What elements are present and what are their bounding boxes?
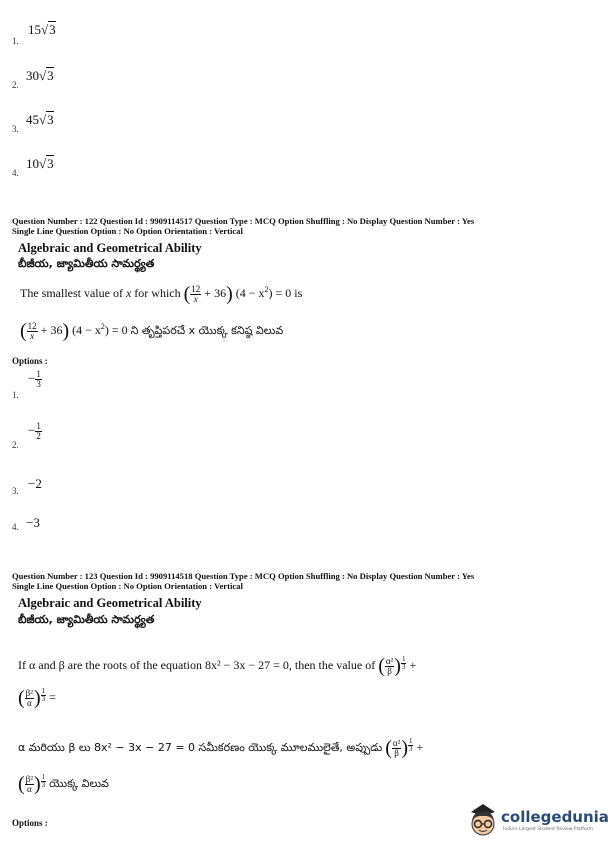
question-meta-line1: Question Number : 122 Question Id : 9909114517 Question Type : MCQ Option Shuffling : No Display Question Number : Yes	[12, 216, 475, 226]
subject-english: Algebraic and Geometrical Ability	[18, 596, 202, 610]
question-meta-line2: Single Line Question Option : No Option Orientation : Vertical	[12, 581, 243, 591]
option-number: 3.	[12, 124, 19, 134]
option-value: 10√3	[26, 156, 54, 171]
option-value: 15√3	[28, 22, 56, 37]
question-text-english: The smallest value of x for which ( $\frac{12}{x}$ + 36) $(4 - x^2) = 0$ is	[20, 283, 303, 305]
question-text-telugu: α మరియు β లు 8x² − 3x − 27 = 0 సమీకరణం యొక్క మూలములైతే, అప్పుడు ( $\frac{\text{α²}}{\beta}$ ) $\frac{1}{3}$ +	[18, 737, 424, 759]
collegedunia-logo	[465, 800, 609, 840]
option-number: 4.	[12, 522, 19, 532]
question-text-telugu-cont: ( $\frac{\text{β²}}{\alpha}$ ) $\frac{1}{3}$ యొక్క విలువ	[18, 773, 109, 795]
options-label: Options :	[12, 818, 48, 828]
option-value: 30√3	[26, 68, 54, 83]
logo-name: collegedunia	[501, 808, 609, 826]
mascot-icon	[465, 800, 501, 840]
options-label: Options :	[12, 356, 48, 366]
option-value: 45√3	[26, 112, 54, 127]
subject-telugu: బీజీయ, జ్యామితీయ సామర్థ్యత	[18, 613, 155, 626]
question-meta-line2: Single Line Question Option : No Option Orientation : Vertical	[12, 226, 243, 236]
question-text-english: If α and β are the roots of the equation 8x² − 3x − 27 = 0, then the value of ( $\frac{\text{α²}}{\beta}$ ) $\frac{1}{3}$ +	[18, 655, 417, 677]
question-meta-line1: Question Number : 123 Question Id : 9909114518 Question Type : MCQ Option Shuffling : No Display Question Number : Yes	[12, 571, 475, 581]
logo-tagline: India's Largest Student Review Platform	[503, 827, 593, 832]
option-value: −2	[28, 476, 42, 491]
option-number: 2.	[12, 80, 19, 90]
option-number: 1.	[12, 36, 19, 46]
subject-telugu: బీజీయ, జ్యామితీయ సామర్థ్యత	[18, 257, 155, 270]
question-text-english-cont: ( $\frac{\text{β²}}{\alpha}$ ) $\frac{1}{3}$ =	[18, 687, 56, 709]
option-value: − $\frac{1}{2}$	[28, 421, 41, 441]
option-value: −3	[26, 515, 40, 530]
option-number: 3.	[12, 486, 19, 496]
question-text-telugu: ( $\frac{12}{x}$ + 36) $(4 - x^2) = 0$ ని తృప్తిపరచే x యొక్క కనిష్ఠ విలువ	[20, 320, 284, 342]
option-number: 1.	[12, 390, 19, 400]
option-number: 2.	[12, 440, 19, 450]
option-value: − $\frac{1}{3}$	[28, 369, 41, 389]
subject-english: Algebraic and Geometrical Ability	[18, 241, 202, 255]
option-number: 4.	[12, 168, 19, 178]
